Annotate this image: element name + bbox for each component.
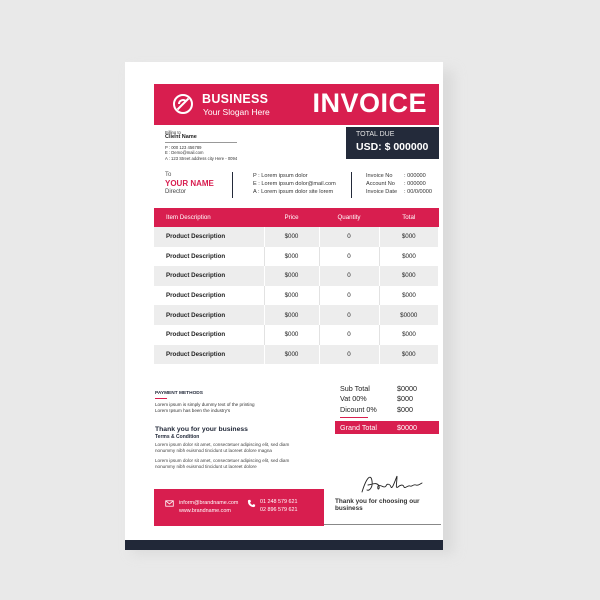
- meta-value: : 000000: [404, 173, 426, 179]
- signature-line: [324, 524, 441, 525]
- invoice-meta: [366, 172, 432, 196]
- to-label: To: [165, 172, 172, 178]
- meta-label: Account No: [366, 181, 395, 187]
- billing-phone: P : 000 123 456789: [165, 144, 202, 150]
- cell-price: $000: [264, 286, 319, 306]
- meta-value: : 00/0/0000: [404, 189, 432, 195]
- bottom-bar: [125, 540, 443, 550]
- table-row: [154, 345, 439, 365]
- col-header-price: Price: [264, 208, 319, 227]
- cell-quantity: 0: [319, 247, 379, 267]
- brand-slogan: Your Slogan Here: [203, 107, 270, 117]
- cell-quantity: 0: [319, 266, 379, 286]
- discount-value: $000: [397, 404, 413, 414]
- table-row: [154, 325, 439, 345]
- col-header-total: Total: [379, 208, 439, 227]
- footer-email[interactable]: inform@brandname.com: [179, 500, 239, 506]
- billing-address: A : 123 Street address city Here - 0094: [165, 155, 238, 161]
- divider-1: [232, 172, 233, 198]
- payment-line-2: Lorem Ipsum has been the industry's: [155, 408, 231, 414]
- signature-image: [359, 472, 425, 498]
- cell-total: $000: [379, 266, 439, 286]
- discount-label: Dicount 0%: [340, 404, 377, 414]
- terms-heading: Terms & Condition: [155, 434, 200, 440]
- cell-description: Product Description: [154, 227, 264, 247]
- cell-total: $000: [379, 345, 439, 365]
- totals-block: [335, 383, 439, 434]
- vat-label: Vat 00%: [340, 394, 367, 404]
- table-header-row: [154, 208, 439, 227]
- divider-2: [351, 172, 352, 198]
- cell-quantity: 0: [319, 286, 379, 306]
- col-header-description: Item Description: [154, 208, 264, 227]
- client-name: Client Name: [165, 135, 237, 142]
- cell-description: Product Description: [154, 325, 264, 345]
- footer-phone-2: 02 896 579 621: [260, 507, 298, 513]
- cell-total: $0000: [379, 305, 439, 325]
- brand-logo-icon: [172, 93, 194, 115]
- cell-total: $000: [379, 227, 439, 247]
- meta-row: [366, 180, 432, 188]
- cell-price: $000: [264, 305, 319, 325]
- terms-block: [155, 426, 305, 470]
- vat-row: [335, 394, 439, 405]
- cell-price: $000: [264, 247, 319, 267]
- header-band: [154, 84, 439, 125]
- cell-quantity: 0: [319, 227, 379, 247]
- table-row: [154, 266, 439, 286]
- cell-price: $000: [264, 227, 319, 247]
- payment-underline: [155, 398, 167, 399]
- subtotal-row: [335, 383, 439, 394]
- table-row: [154, 247, 439, 267]
- thanks-heading: Thank you for your business: [155, 426, 248, 433]
- contact-phone: P : Lorem ipsum dolor: [253, 173, 308, 179]
- discount-row: [335, 404, 439, 415]
- grand-total-value: $0000: [397, 423, 417, 432]
- cell-total: $000: [379, 247, 439, 267]
- contact-block: [253, 172, 336, 196]
- subtotal-label: Sub Total: [340, 383, 370, 393]
- col-header-quantity: Quantity: [319, 208, 379, 227]
- cell-quantity: 0: [319, 345, 379, 365]
- contact-address: A : Lorem ipsum dolor site lorem: [253, 189, 334, 195]
- cell-quantity: 0: [319, 305, 379, 325]
- recipient-role: Director: [165, 189, 187, 195]
- brand-name: BUSINESS: [202, 92, 269, 106]
- meta-label: Invoice No: [366, 173, 393, 179]
- terms-paragraph-1: Lorem ipsum dolor sit amet, consectetuer adipiscing elit, sed diam nonummy nibh euismod tincidunt ut laoreet dolore magna: [155, 442, 290, 454]
- meta-row: [366, 172, 432, 180]
- billing-to-label: Billing to: [165, 130, 181, 135]
- terms-paragraph-2: Lorem ipsum dolor sit amet, consectetuer adipiscing elit, sed diam nonummy nibh euismod tincidunt ut laoreet dolore: [155, 457, 290, 469]
- phone-icon: [247, 499, 256, 508]
- cell-price: $000: [264, 266, 319, 286]
- total-due-value: USD: $ 000000: [356, 141, 429, 153]
- mail-icon: [165, 499, 174, 508]
- grand-total-label: Grand Total: [340, 423, 378, 432]
- billing-block: [165, 130, 237, 161]
- meta-label: Invoice Date: [366, 189, 398, 195]
- signature-caption: Thank you for choosing our business: [335, 498, 420, 512]
- payment-title: PAYMENT METHODS: [155, 391, 203, 396]
- cell-description: Product Description: [154, 345, 264, 365]
- total-due-box: [346, 127, 439, 159]
- contact-email: E : Lorem ipsum dolor@mail.com: [253, 181, 336, 187]
- cell-description: Product Description: [154, 247, 264, 267]
- subtotal-value: $0000: [397, 383, 417, 393]
- cell-price: $000: [264, 345, 319, 365]
- invoice-page: [125, 62, 443, 550]
- cell-total: $000: [379, 325, 439, 345]
- cell-total: $000: [379, 286, 439, 306]
- table-row: [154, 227, 439, 247]
- items-table: [154, 208, 439, 364]
- cell-description: Product Description: [154, 286, 264, 306]
- payment-line-1: Lorem ipsum is simply dummy text of the printing: [155, 402, 255, 408]
- table-row: [154, 286, 439, 306]
- vat-value: $000: [397, 394, 413, 404]
- footer-contact-box: [154, 489, 324, 526]
- payment-methods: [155, 391, 255, 414]
- recipient-name: YOUR NAME: [165, 179, 214, 188]
- cell-description: Product Description: [154, 305, 264, 325]
- total-due-label: TOTAL DUE: [356, 131, 395, 138]
- cell-quantity: 0: [319, 325, 379, 345]
- table-row: [154, 305, 439, 325]
- cell-description: Product Description: [154, 266, 264, 286]
- grand-total-row: [335, 421, 439, 434]
- cell-price: $000: [264, 325, 319, 345]
- billing-email: E : Demo@mail.com: [165, 150, 204, 156]
- totals-separator: [340, 417, 368, 419]
- recipient-block: [165, 172, 214, 195]
- footer-phone-1: 01 248 579 621: [260, 499, 298, 505]
- meta-row: [366, 188, 432, 196]
- invoice-title: INVOICE: [312, 88, 427, 118]
- meta-value: : 000000: [404, 181, 426, 187]
- footer-website[interactable]: www.brandname.com: [179, 508, 231, 514]
